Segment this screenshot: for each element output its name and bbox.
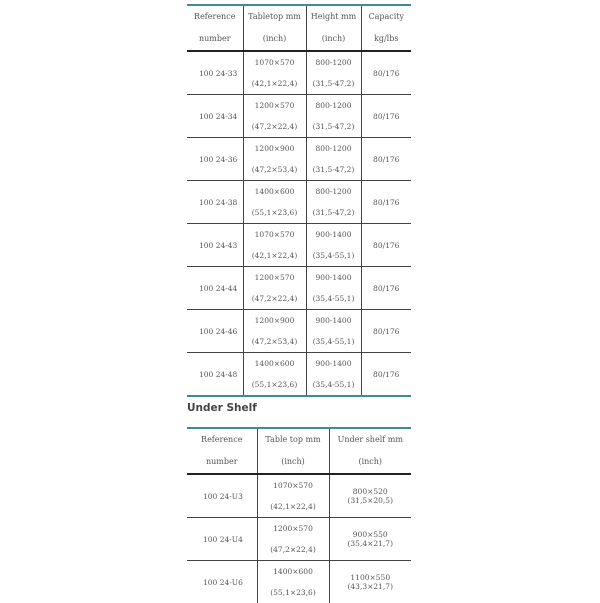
reference-cell: 100 24-43 xyxy=(187,224,243,267)
height-cell: 800-1200 (31,5-47,2) xyxy=(306,51,361,95)
table-row xyxy=(187,267,411,310)
under-shelf-cell: 900×550 (35,4×21,7) xyxy=(329,518,411,561)
capacity-cell: 80/176 xyxy=(361,95,411,138)
header-reference: Reference number xyxy=(187,428,257,474)
height-cell: 800-1200 (31,5-47,2) xyxy=(306,95,361,138)
tabletop-cell: 1200×570 (47,2×22,4) xyxy=(257,518,329,561)
under-shelf-table xyxy=(187,427,411,603)
header-table-top: Table top mm (inch) xyxy=(257,428,329,474)
capacity-cell: 80/176 xyxy=(361,51,411,95)
height-cell: 900-1400 (35,4-55,1) xyxy=(306,224,361,267)
reference-cell: 100 24-44 xyxy=(187,267,243,310)
capacity-cell: 80/176 xyxy=(361,310,411,353)
under-shelf-cell: 1100×550 (43,3×21,7) xyxy=(329,561,411,603)
height-cell: 800-1200 (31,5-47,2) xyxy=(306,181,361,224)
table-row xyxy=(187,474,411,518)
height-spec-table xyxy=(187,4,411,397)
table-row xyxy=(187,224,411,267)
capacity-cell: 80/176 xyxy=(361,181,411,224)
reference-cell: 100 24-U4 xyxy=(187,518,257,561)
tabletop-cell: 1070×570 (42,1×22,4) xyxy=(243,224,306,267)
reference-cell: 100 24-U6 xyxy=(187,561,257,603)
tabletop-cell: 1400×600 (55,1×23,6) xyxy=(257,561,329,603)
reference-cell: 100 24-U3 xyxy=(187,474,257,518)
tabletop-cell: 1200×570 (47,2×22,4) xyxy=(243,267,306,310)
table-row xyxy=(187,95,411,138)
table-row xyxy=(187,181,411,224)
spec-sheet xyxy=(187,4,411,603)
height-cell: 900-1400 (35,4-55,1) xyxy=(306,267,361,310)
height-cell: 900-1400 (35,4-55,1) xyxy=(306,353,361,397)
header-reference: Reference number xyxy=(187,5,243,51)
table-row xyxy=(187,518,411,561)
tabletop-cell: 1070×570 (42,1×22,4) xyxy=(257,474,329,518)
tabletop-cell: 1400×600 (55,1×23,6) xyxy=(243,181,306,224)
reference-cell: 100 24-33 xyxy=(187,51,243,95)
capacity-cell: 80/176 xyxy=(361,353,411,397)
capacity-cell: 80/176 xyxy=(361,267,411,310)
table-row xyxy=(187,138,411,181)
reference-cell: 100 24-36 xyxy=(187,138,243,181)
header-under-shelf: Under shelf mm (inch) xyxy=(329,428,411,474)
height-cell: 800-1200 (31,5-47,2) xyxy=(306,138,361,181)
section-title-under-shelf: Under Shelf xyxy=(187,402,411,416)
table-row xyxy=(187,310,411,353)
reference-cell: 100 24-48 xyxy=(187,353,243,397)
tabletop-cell: 1200×900 (47,2×53,4) xyxy=(243,138,306,181)
table-header-row xyxy=(187,428,411,474)
reference-cell: 100 24-34 xyxy=(187,95,243,138)
header-tabletop: Tabletop mm (inch) xyxy=(243,5,306,51)
table-row xyxy=(187,51,411,95)
table-row xyxy=(187,353,411,397)
capacity-cell: 80/176 xyxy=(361,224,411,267)
under-shelf-cell: 800×520 (31,5×20,5) xyxy=(329,474,411,518)
tabletop-cell: 1200×900 (47,2×53,4) xyxy=(243,310,306,353)
table-header-row xyxy=(187,5,411,51)
tabletop-cell: 1200×570 (47,2×22,4) xyxy=(243,95,306,138)
tabletop-cell: 1400×600 (55,1×23,6) xyxy=(243,353,306,397)
reference-cell: 100 24-46 xyxy=(187,310,243,353)
header-capacity: Capacity kg/lbs xyxy=(361,5,411,51)
tabletop-cell: 1070×570 (42,1×22,4) xyxy=(243,51,306,95)
height-cell: 900-1400 (35,4-55,1) xyxy=(306,310,361,353)
table-row xyxy=(187,561,411,603)
reference-cell: 100 24-38 xyxy=(187,181,243,224)
capacity-cell: 80/176 xyxy=(361,138,411,181)
header-height: Height mm (inch) xyxy=(306,5,361,51)
